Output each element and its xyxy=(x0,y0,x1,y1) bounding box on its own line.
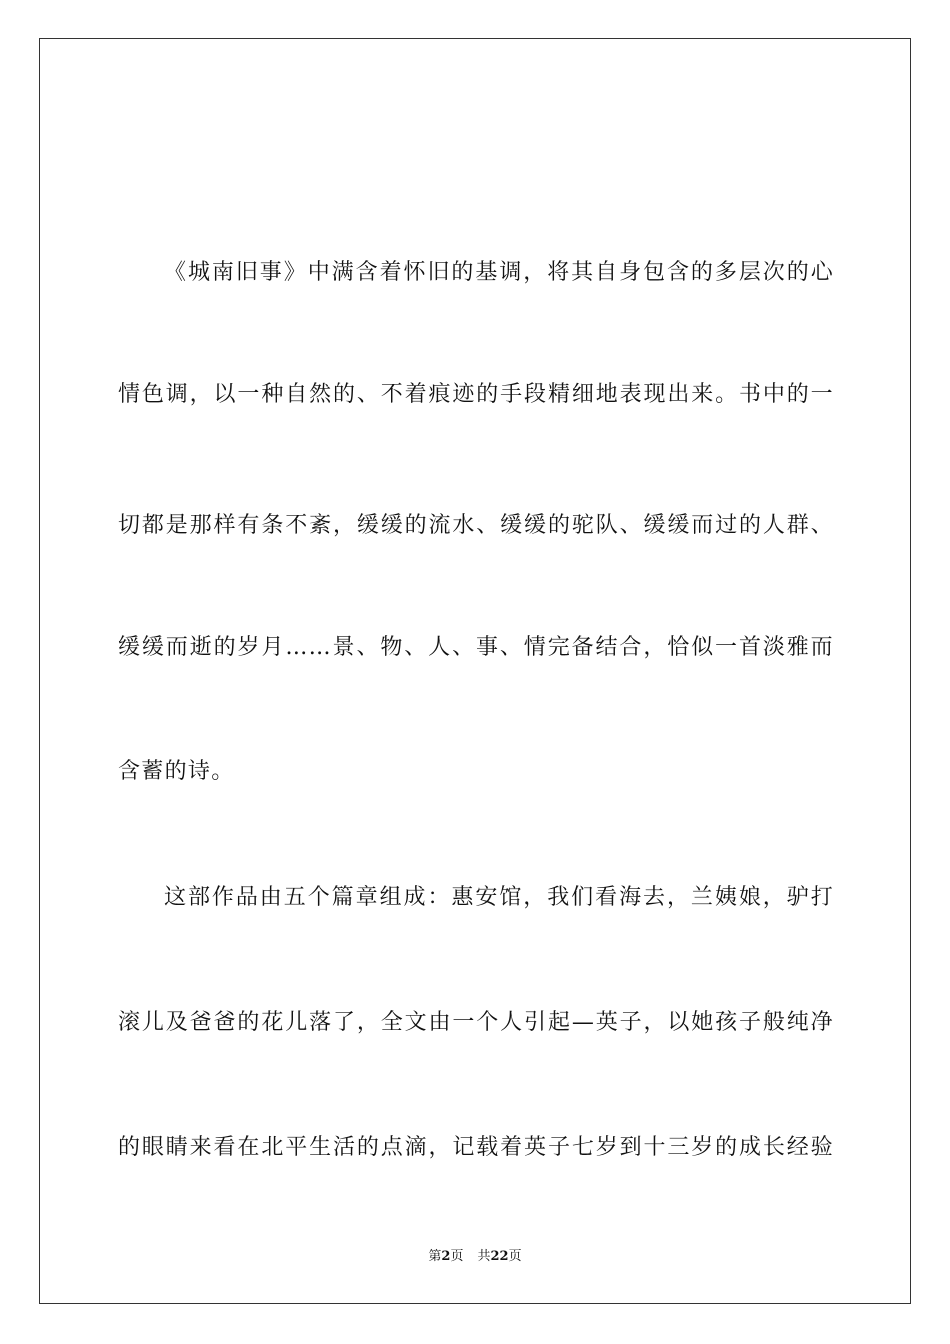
paragraph-1-line-4: 缓缓而逝的岁月……景、物、人、事、情完备结合，恰似一首淡雅而 xyxy=(118,635,834,660)
page-prefix: 第 xyxy=(428,1249,442,1264)
paragraph-1-line-1: 《城南旧事》中满含着怀旧的基调，将其自身包含的多层次的心 xyxy=(164,260,834,285)
page-number: 2 xyxy=(441,1249,451,1264)
page-border xyxy=(39,38,911,1304)
page-suffix: 页 xyxy=(450,1249,464,1264)
page-footer xyxy=(0,1248,950,1266)
paragraph-2-line-1: 这部作品由五个篇章组成：惠安馆，我们看海去，兰姨娘，驴打 xyxy=(164,885,834,910)
total-pages: 22 xyxy=(490,1249,509,1264)
total-prefix: 共 xyxy=(477,1249,491,1264)
total-suffix: 页 xyxy=(508,1249,522,1264)
paragraph-1-line-5: 含蓄的诗。 xyxy=(118,759,235,784)
paragraph-1-line-3: 切都是那样有条不紊，缓缓的流水、缓缓的驼队、缓缓而过的人群、 xyxy=(118,513,834,538)
paragraph-2-line-2: 滚儿及爸爸的花儿落了，全文由一个人引起—英子，以她孩子般纯净 xyxy=(118,1010,834,1035)
paragraph-2-line-3: 的眼睛来看在北平生活的点滴，记载着英子七岁到十三岁的成长经验 xyxy=(118,1135,834,1160)
paragraph-1-line-2: 情色调，以一种自然的、不着痕迹的手段精细地表现出来。书中的一 xyxy=(118,382,834,407)
